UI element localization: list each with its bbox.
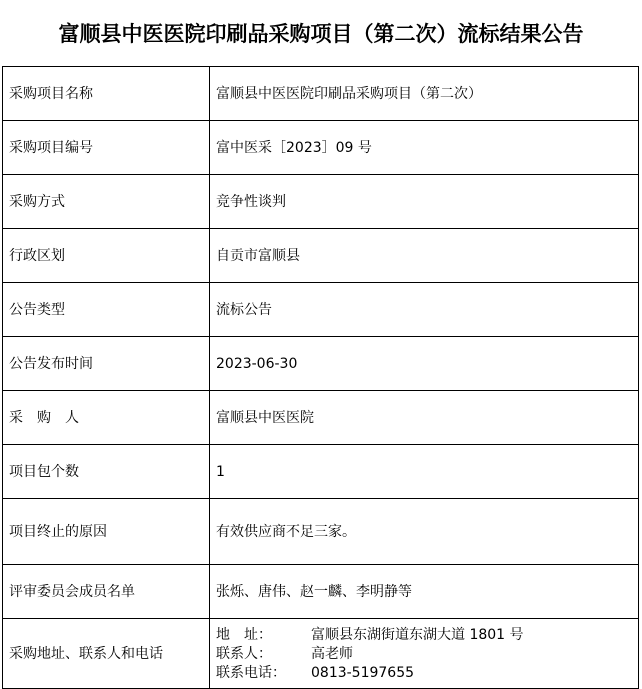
row-value: 有效供应商不足三家。 (210, 499, 639, 565)
table-row (3, 565, 639, 619)
row-label: 公告发布时间 (3, 337, 210, 391)
contact-person-line (216, 644, 638, 663)
table-row (3, 391, 639, 445)
table-row (3, 337, 639, 391)
phone-value: 0813-5197655 (311, 664, 415, 681)
row-label: 项目包个数 (3, 445, 210, 499)
row-label: 采 购 人 (3, 391, 210, 445)
contact-person-key: 联系人： (216, 645, 272, 662)
contact-details (210, 619, 639, 689)
page-title: 富顺县中医医院印刷品采购项目（第二次）流标结果公告 (58, 22, 584, 46)
row-label: 行政区划 (3, 229, 210, 283)
table-row (3, 67, 639, 121)
row-value: 富顺县中医医院印刷品采购项目（第二次） (210, 67, 639, 121)
row-value: 竞争性谈判 (210, 175, 639, 229)
row-value: 富顺县中医医院 (210, 391, 639, 445)
phone-key: 联系电话： (216, 664, 286, 681)
row-label: 项目终止的原因 (3, 499, 210, 565)
row-value: 流标公告 (210, 283, 639, 337)
table-row (3, 445, 639, 499)
row-label: 采购方式 (3, 175, 210, 229)
contact-person-value: 高老师 (311, 645, 353, 662)
row-label: 评审委员会成员名单 (3, 565, 210, 619)
row-value: 富中医采［2023］09 号 (210, 121, 639, 175)
table-row (3, 283, 639, 337)
row-label: 公告类型 (3, 283, 210, 337)
address-value: 富顺县东湖街道东湖大道 1801 号 (311, 626, 524, 643)
address-key: 地 址： (216, 626, 272, 643)
contact-label: 采购地址、联系人和电话 (3, 619, 210, 689)
row-label: 采购项目编号 (3, 121, 210, 175)
address-line (216, 625, 638, 644)
info-table (2, 66, 639, 689)
row-value: 1 (210, 445, 639, 499)
table-row (3, 619, 639, 689)
row-value: 自贡市富顺县 (210, 229, 639, 283)
row-value: 张烁、唐伟、赵一麟、李明静等 (210, 565, 639, 619)
phone-line (216, 663, 638, 682)
table-row (3, 229, 639, 283)
row-label: 采购项目名称 (3, 67, 210, 121)
table-row (3, 175, 639, 229)
table-row (3, 121, 639, 175)
table-row (3, 499, 639, 565)
row-value: 2023-06-30 (210, 337, 639, 391)
